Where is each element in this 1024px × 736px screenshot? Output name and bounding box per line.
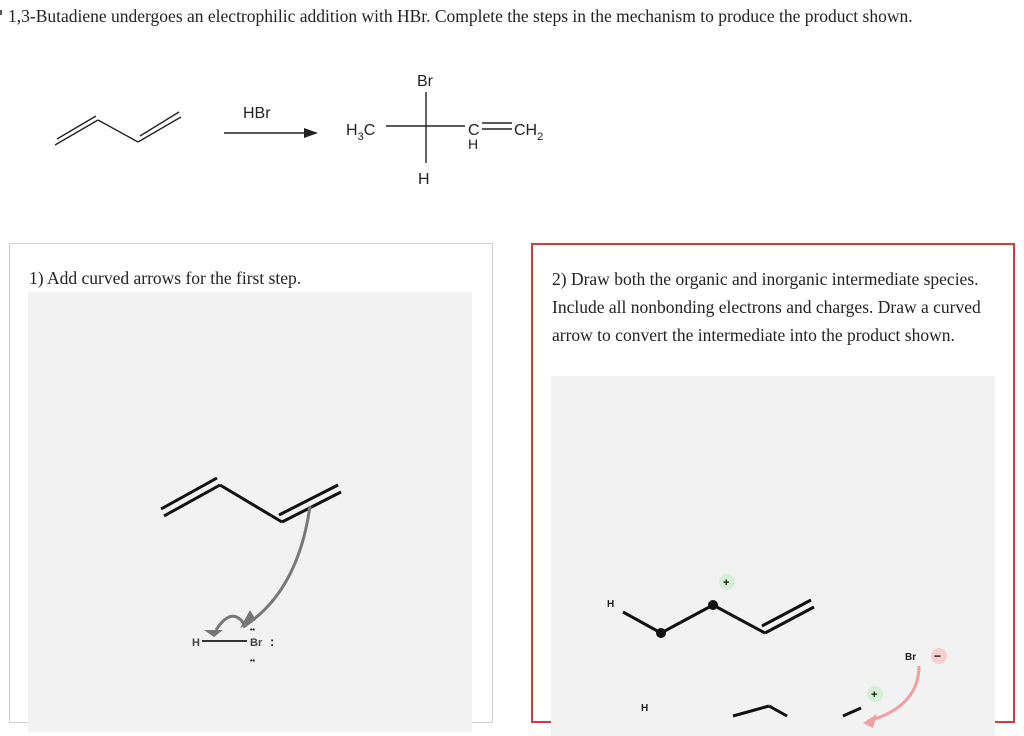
product-ch2: $CH_2$	[514, 122, 544, 143]
step2-minus-charge: −	[934, 649, 942, 663]
reaction-arrowhead	[304, 128, 318, 138]
step2-plus-charge-2: +	[871, 689, 878, 701]
step2-carbocation-chain[interactable]	[623, 600, 814, 633]
step1-drawing-canvas[interactable]	[28, 292, 472, 732]
product-structure	[346, 73, 543, 188]
product-c-h: H	[468, 136, 479, 152]
step2-carbon-node-1[interactable]	[656, 628, 666, 638]
step1-h-label[interactable]: H	[192, 637, 200, 649]
step2-title: 2) Draw both the organic and inorganic intermediate species. Include all nonbonding electrons and charges. Draw a curved arrow to convert the intermediate into the product shown.	[552, 269, 981, 345]
step1-br-lone-pair-bottom: ••	[250, 658, 255, 665]
butadiene-structure	[55, 112, 181, 145]
step1-panel[interactable]	[9, 243, 493, 723]
step2-h-bottom-label[interactable]: H	[641, 703, 649, 714]
step1-curved-arrow-1[interactable]	[243, 506, 310, 627]
step2-panel[interactable]	[531, 243, 1015, 723]
product-h3c: $H_3C$	[346, 122, 376, 143]
step2-carbon-node-2[interactable]	[708, 600, 718, 610]
product-c: C	[468, 122, 480, 139]
step2-br-label[interactable]: Br	[905, 652, 917, 663]
step1-arrowhead-2	[204, 630, 223, 637]
product-br: Br	[417, 73, 433, 90]
reaction-scheme	[0, 60, 640, 190]
edge-marker	[0, 10, 2, 15]
step1-br-lone-pair-top: ••	[250, 627, 255, 634]
step2-h-top-label[interactable]: H	[607, 599, 615, 610]
step2-drawing-canvas[interactable]	[551, 376, 995, 736]
step1-br-label[interactable]: Br	[250, 637, 263, 649]
reagent-label: HBr	[243, 105, 271, 122]
step2-arrowhead	[863, 714, 877, 728]
step1-curved-arrow-2[interactable]	[216, 616, 246, 630]
step1-butadiene[interactable]	[161, 478, 341, 522]
step1-title: 1) Add curved arrows for the first step.	[29, 268, 302, 288]
step1-br-lone-pair-right: :	[270, 634, 275, 649]
step2-plus-charge: +	[723, 577, 730, 589]
product-h-bottom: H	[418, 171, 430, 188]
question-text: 1,3-Butadiene undergoes an electrophilic addition with HBr. Complete the steps in the mechanism to produce the product shown.	[8, 6, 913, 26]
